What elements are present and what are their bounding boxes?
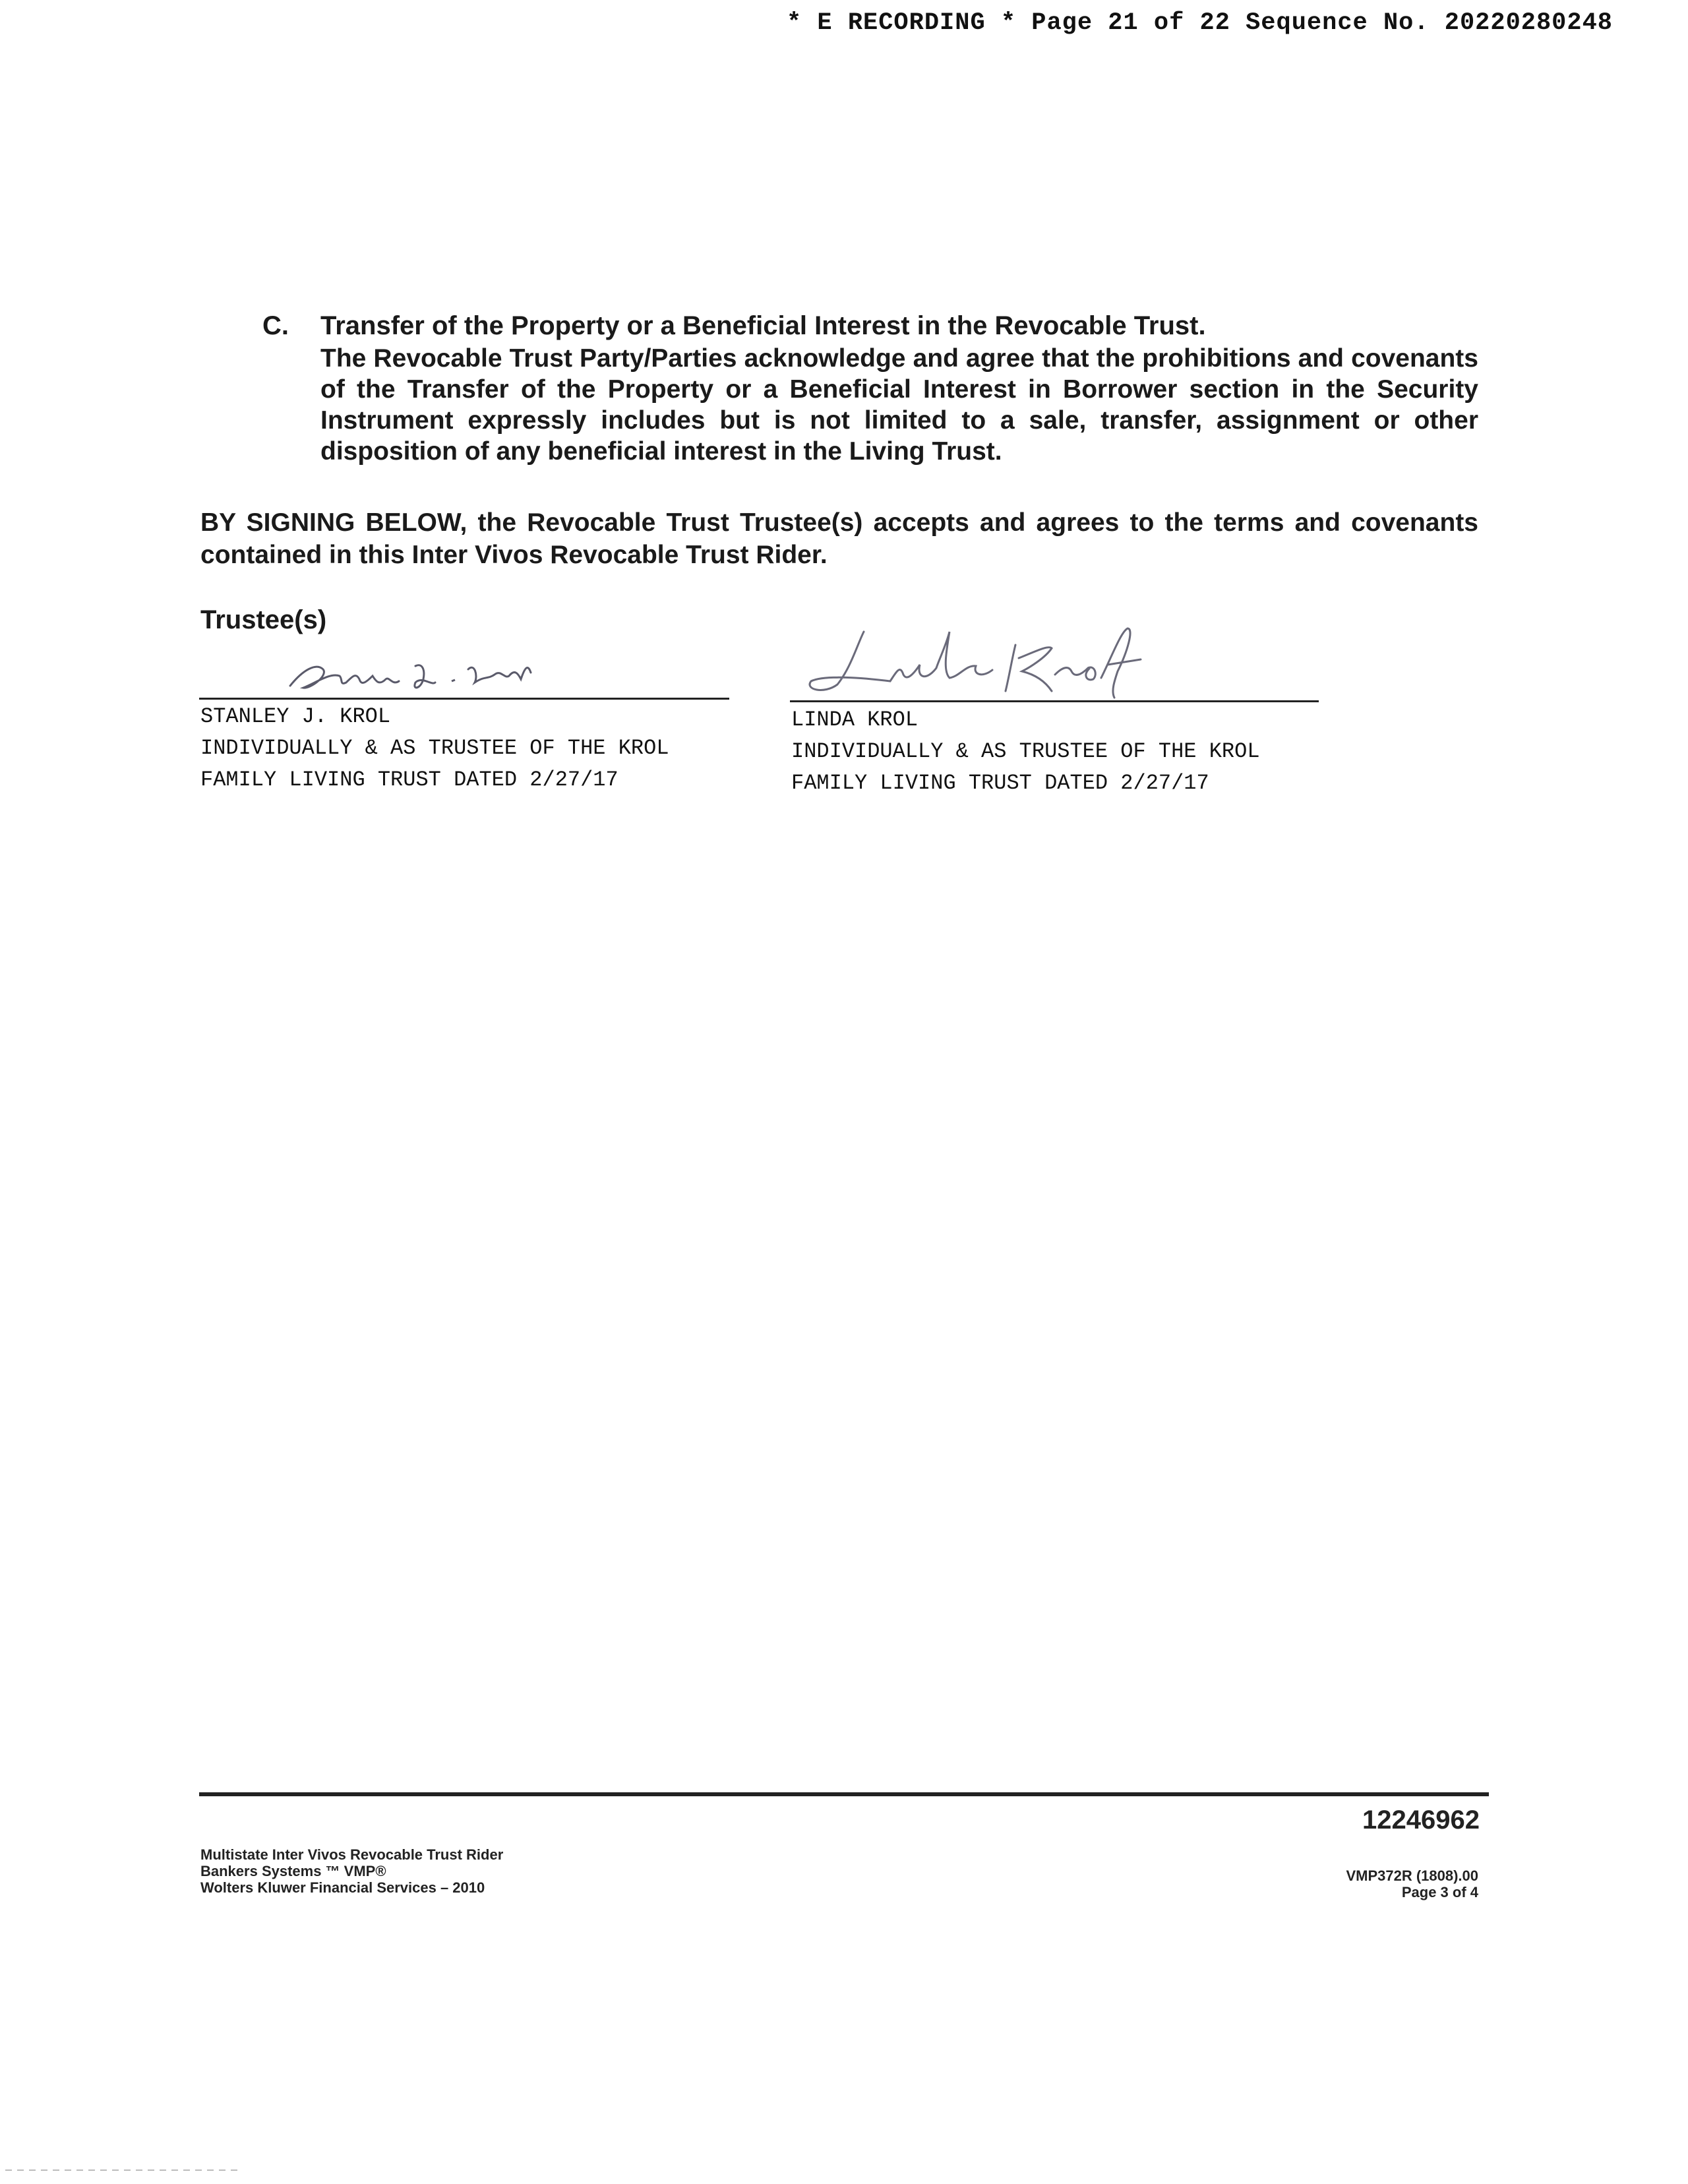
recording-header: * E RECORDING * Page 21 of 22 Sequence No. 20220280248 <box>787 9 1613 37</box>
form-code: VMP372R (1808).00 <box>1346 1867 1478 1884</box>
signer-block-stanley <box>200 701 669 796</box>
section-heading: Transfer of the Property or a Beneficial Interest in the Revocable Trust. <box>320 311 1206 340</box>
signing-paragraph <box>200 506 1478 571</box>
scan-artifact <box>5 2169 243 2171</box>
signer-name: LINDA KROL <box>791 708 919 732</box>
signing-text: the Revocable Trust Trustee(s) accepts and agrees to the terms and covenants contained in this Inter Vivos Revocable Trust Rider. <box>200 508 1478 569</box>
signer-name: STANLEY J. KROL <box>200 704 391 729</box>
page-number: Page 3 of 4 <box>1401 1884 1478 1900</box>
section-letter: C. <box>262 311 289 340</box>
signature-line-linda <box>790 700 1319 702</box>
signer-capacity-line1: INDIVIDUALLY & AS TRUSTEE OF THE KROL <box>791 739 1260 764</box>
footer-rule <box>199 1792 1489 1796</box>
loan-number: 12246962 <box>1362 1805 1480 1835</box>
signer-block-linda <box>791 704 1260 799</box>
form-code-block <box>1346 1867 1478 1900</box>
signature-stanley <box>277 650 554 702</box>
form-identification <box>200 1846 503 1896</box>
signer-capacity-line2: FAMILY LIVING TRUST DATED 2/27/17 <box>791 771 1209 795</box>
signer-capacity-line1: INDIVIDUALLY & AS TRUSTEE OF THE KROL <box>200 736 669 760</box>
section-body: The Revocable Trust Party/Parties acknowledge and agree that the prohibitions and covenants of the Transfer of the Property or a Beneficial Interest in Borrower section in the Security Instrument expressly includes but is not limited to a sale, transfer, assignment or other disposition of any beneficial interest in the Living Trust. <box>320 344 1478 466</box>
signing-lead: BY SIGNING BELOW, <box>200 508 467 537</box>
signer-capacity-line2: FAMILY LIVING TRUST DATED 2/27/17 <box>200 768 618 792</box>
copyright-line: Wolters Kluwer Financial Services – 2010 <box>200 1879 485 1896</box>
publisher-line: Bankers Systems ™ VMP® <box>200 1863 386 1879</box>
signature-linda <box>785 619 1154 704</box>
form-title: Multistate Inter Vivos Revocable Trust Rider <box>200 1846 504 1863</box>
trustees-label: Trustee(s) <box>200 605 327 634</box>
signature-line-stanley <box>199 698 729 700</box>
